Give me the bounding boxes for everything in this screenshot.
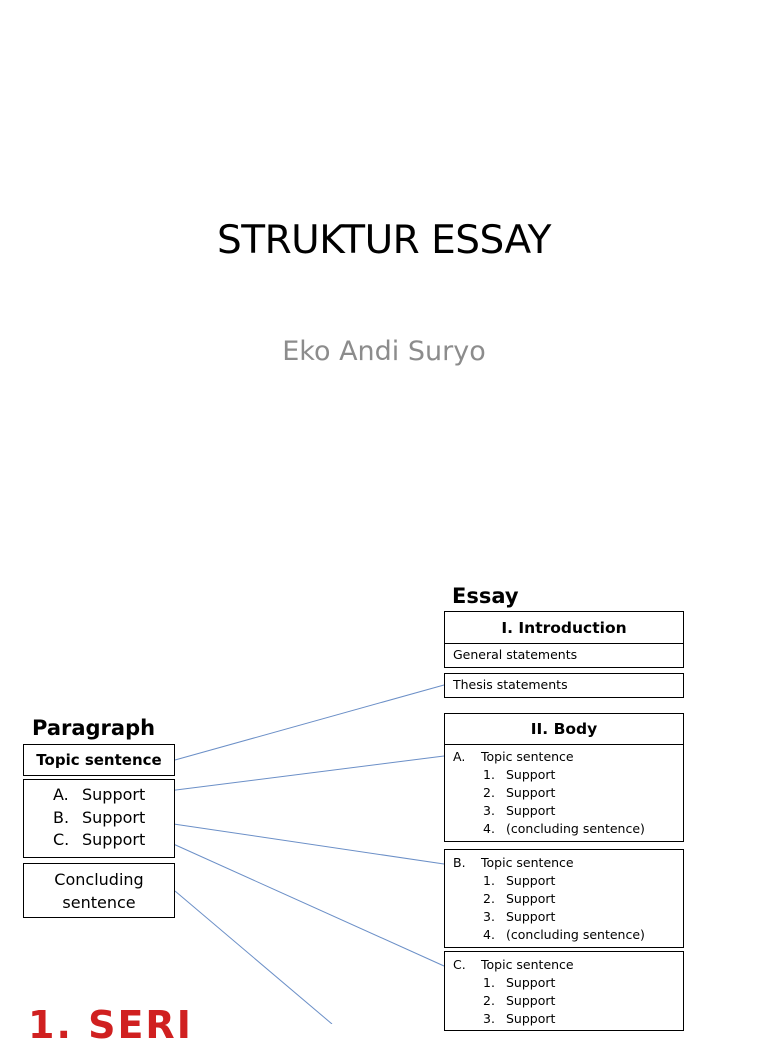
item-text: Support	[506, 891, 556, 906]
item-number: 2.	[483, 785, 495, 800]
support-letter: B.	[53, 807, 70, 827]
item-text: Support	[506, 975, 556, 990]
connector-support-a-to-body-a	[160, 756, 444, 792]
section-letter: B.	[453, 855, 466, 870]
topic-sentence-box	[23, 744, 175, 776]
item-number: 1.	[483, 873, 495, 888]
item-text: (concluding sentence)	[506, 821, 645, 836]
item-number: 3.	[483, 1011, 495, 1026]
item-text: Support	[506, 909, 556, 924]
introduction-box	[444, 611, 684, 644]
support-letter: A.	[53, 785, 69, 804]
support-text: Support	[82, 830, 146, 849]
body-title-box	[444, 713, 684, 745]
introduction-title: I. Introduction	[501, 618, 627, 637]
body-section-b	[444, 849, 684, 948]
item-number: 4.	[483, 821, 495, 836]
essay-heading: Essay	[452, 584, 519, 608]
item-number: 3.	[483, 803, 495, 818]
section-letter: C.	[453, 957, 466, 972]
section-topic: Topic sentence	[481, 957, 574, 972]
section-topic: Topic sentence	[481, 855, 574, 870]
body-title: II. Body	[530, 720, 598, 738]
item-text: Support	[506, 785, 556, 800]
concluding-sentence-box	[23, 863, 175, 918]
next-slide-heading: 1. SERI	[28, 1003, 193, 1047]
thesis-statements-label: Thesis statements	[453, 677, 568, 692]
support-row	[24, 807, 174, 830]
item-text: (concluding sentence)	[506, 927, 645, 942]
support-text: Support	[82, 807, 146, 827]
general-statements-label: General statements	[453, 647, 578, 662]
slide-title: STRUKTUR ESSAY	[217, 218, 551, 263]
item-number: 2.	[483, 891, 495, 906]
item-number: 3.	[483, 909, 495, 924]
item-text: Support	[506, 803, 556, 818]
connector-topic-to-thesis	[175, 685, 444, 760]
item-text: Support	[506, 993, 556, 1008]
item-text: Support	[506, 873, 556, 888]
support-text: Support	[82, 785, 146, 804]
paragraph-heading: Paragraph	[32, 716, 156, 740]
section-topic: Topic sentence	[481, 749, 574, 764]
slide-author: Eko Andi Suryo	[282, 336, 486, 367]
support-letter: C.	[53, 830, 70, 849]
support-row	[24, 829, 174, 852]
item-number: 1.	[483, 767, 495, 782]
body-section-a	[444, 744, 684, 842]
general-statements-box	[444, 643, 684, 668]
item-text: Support	[506, 767, 556, 782]
supports-box	[23, 779, 175, 858]
topic-sentence-label: Topic sentence	[36, 751, 162, 769]
item-number: 4.	[483, 927, 495, 942]
thesis-statements-box	[444, 673, 684, 698]
item-number: 1.	[483, 975, 495, 990]
body-section-c	[444, 951, 684, 1031]
section-letter: A.	[453, 749, 466, 764]
concluding-line-2: sentence	[62, 893, 136, 912]
concluding-line-1: Concluding	[54, 870, 144, 889]
item-text: Support	[506, 1011, 556, 1026]
connector-concluding-down	[175, 891, 332, 1024]
item-number: 2.	[483, 993, 495, 1008]
support-row	[24, 784, 174, 807]
